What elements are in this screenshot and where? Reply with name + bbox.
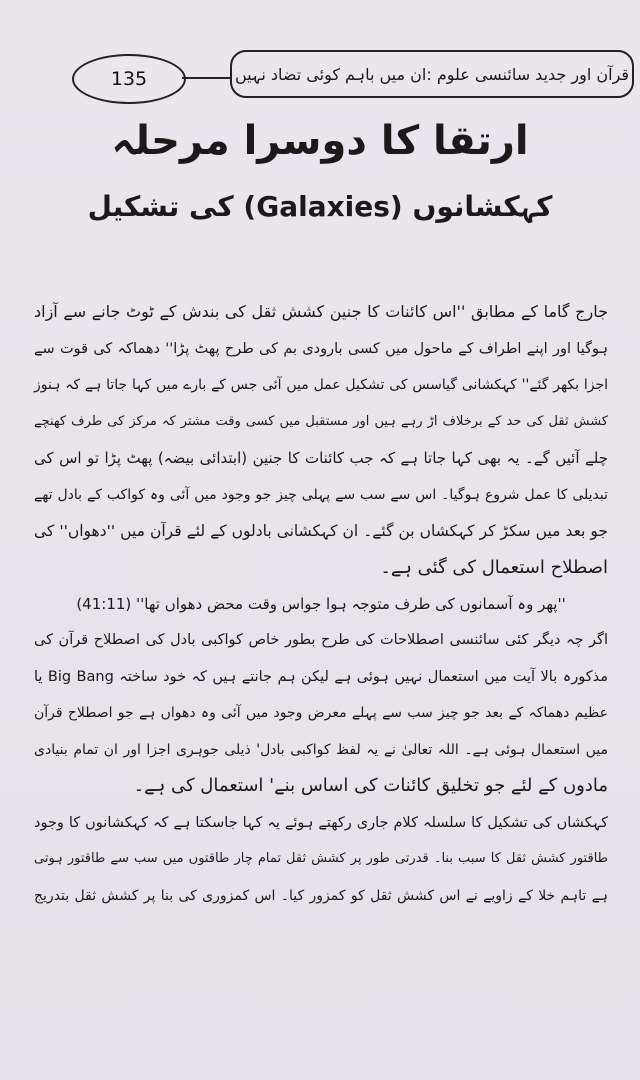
body-line: طاقتور کشش ثقل کا سبب بنا۔ قدرتی طور پر کشش ثقل تمام چار طاقتوں میں سب سے طاقتور ہوتی bbox=[34, 851, 608, 866]
body-line: کشش ثقل کی حد کے برخلاف اڑ رہے ہیں اور مستقبل میں کسی وقت مشتر کہ مرکز کی طرف کھنچے bbox=[34, 413, 608, 429]
body-line: مذکورہ بالا آیت میں استعمال نہیں ہوئی ہے لیکن ہم جانتے ہیں کہ خود ساختہ Big Bang یا bbox=[34, 668, 608, 685]
body-line: میں استعمال ہوئی ہے۔ اللہ تعالیٰ نے یہ لفظ کواکبی بادل' ذیلی جوہری اجزا اور ان تمام بنیادی bbox=[34, 741, 608, 758]
body-line: ہوگیا اور اپنے اطراف کے ماحول میں کسی بارودی بم کی طرح پھٹ پڑا'' دھماکہ کی قوت سے bbox=[34, 340, 608, 357]
body-line: اجزا بکھر گئے'' کہکشانی گیاسس کی تشکیل عمل میں آئی جس کے بارے میں کہا جاتا ہے کہ ہنوز bbox=[34, 377, 608, 393]
chapter-title: ارتقا کا دوسرا مرحلہ bbox=[111, 118, 529, 164]
header-divider bbox=[182, 77, 232, 79]
quran-quote: ''پھر وہ آسمانوں کی طرف متوجہ ہوا جواس وقت محض دھواں تھا'' (41:11) bbox=[76, 595, 566, 613]
body-line: اصطلاح استعمال کی گئی ہے۔ bbox=[380, 556, 608, 578]
body-line: عظیم دھماکہ کے بعد جو چیز سب سے پہلے معرض وجود میں آئی وہ دھواں ہے جو اصطلاح قرآن bbox=[34, 705, 608, 721]
body-line: جو بعد میں سکڑ کر کہکشاں بن گئے۔ ان کہکشانی بادلوں کے لئے قرآن میں ''دھواں'' کی bbox=[34, 522, 608, 540]
body-line: چلے آئیں گے۔ یہ بھی کہا جاتا ہے کہ جب کائنات کا جنین (ابتدائی بیضہ) پھٹ پڑا تو اس کی bbox=[34, 449, 608, 467]
section-subtitle: کہکشانوں (Galaxies) کی تشکیل bbox=[87, 190, 553, 223]
body-line: کہکشاں کی تشکیل کا سلسلہ کلام جاری رکھتے ہوئے یہ کہا جاسکتا ہے کہ کہکشانوں کا وجود bbox=[34, 814, 608, 831]
running-title: قرآن اور جدید سائنسی علوم :ان میں باہم کوئی تضاد نہیں bbox=[230, 50, 634, 98]
body-line: تبدیلی کا عمل شروع ہوگیا۔ اس سے سب سے پہلی چیز جو وجود میں آئی وہ کواکب کے بادل تھے bbox=[34, 486, 608, 503]
body-line: مادوں کے لئے جو تخلیق کائنات کی اساس بنے' استعمال کی ہے۔ bbox=[133, 775, 608, 796]
body-line: اگر چہ دیگر کئی سائنسی اصطلاحات کی طرح بطور خاص کواکبی بادل کی اصطلاح قرآن کی bbox=[34, 632, 608, 648]
body-text bbox=[34, 294, 608, 914]
body-line: جارج گاما کے مطابق ''اس کائنات کا جنین کشش ثقل کی بندش کے ٹوٹ جانے سے آزاد bbox=[34, 302, 608, 321]
page-number: 135 bbox=[72, 54, 186, 104]
body-line: ہے تاہم خلا کے زاویے نے اس کشش ثقل کو کمزور کیا۔ اس کمزوری کی بنا پر کشش ثقل بتدریج bbox=[34, 887, 608, 904]
page-header bbox=[72, 50, 632, 104]
